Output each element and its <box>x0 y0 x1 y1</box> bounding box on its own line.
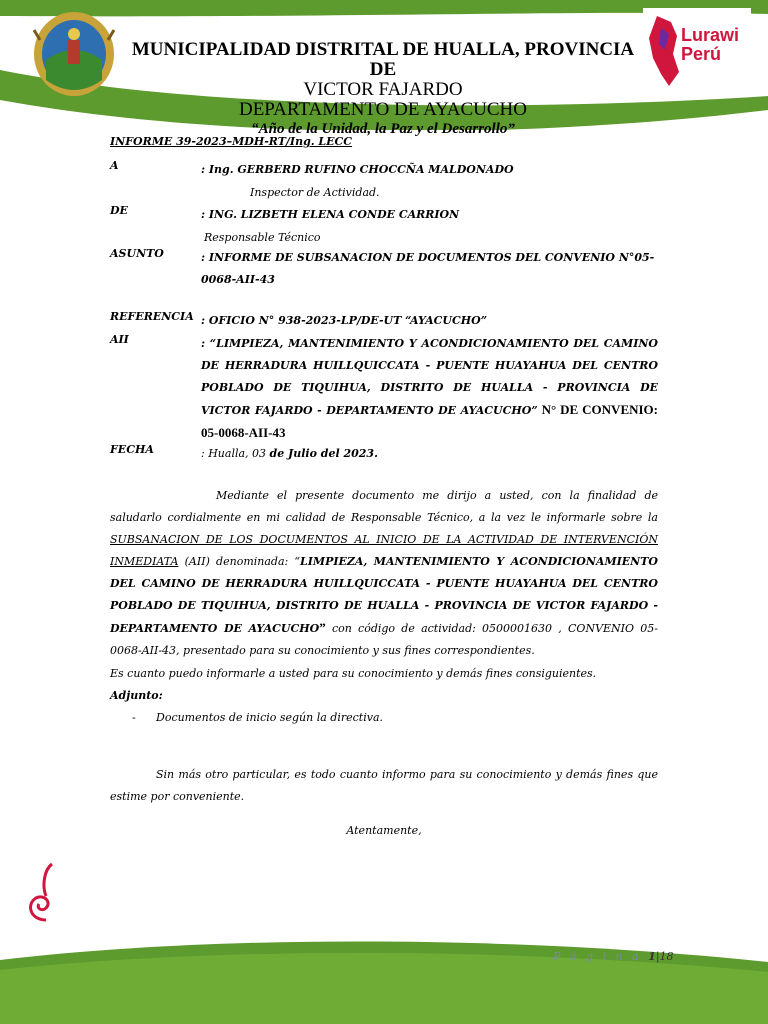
fecha-prefix: : Hualla, 03 <box>201 447 270 460</box>
attachment-text: Documentos de inicio según la directiva. <box>156 711 383 724</box>
field-asunto-label: ASUNTO <box>110 247 164 260</box>
page-indicator <box>553 950 674 963</box>
header-line3: DEPARTAMENTO DE AYACUCHO <box>238 99 527 120</box>
p1-bold: LIMPIEZA, MANTENIMIENTO Y ACONDICIONAMIENTO DEL CAMINO DE HERRADURA HUILLQUICCATA - PUENTE HUAYAHUA DEL CENTRO POBLADO DE TIQUIHUA, DISTRITO DE HUALLA - PROVINCIA DE VICTOR FAJARDO - DEPARTAMENTO DE AYACUCHO <box>110 555 658 635</box>
p1-close: ” <box>319 620 326 635</box>
field-aii-value <box>201 333 658 445</box>
header-line1: MUNICIPALIDAD DISTRITAL DE HUALLA, PROVINCIA DE <box>131 39 635 80</box>
header-title-block <box>118 40 648 138</box>
report-number <box>110 131 658 153</box>
body-paragraph-2: Es cuanto puedo informarle a usted para su conocimiento y demás fines consiguientes. <box>110 667 597 680</box>
field-a-role: Inspector de Actividad. <box>250 186 380 199</box>
page-separator: | <box>655 950 660 963</box>
field-a-value: : Ing. GERBERD RUFINO CHOCCÑA MALDONADO <box>201 163 514 176</box>
page-word: P á g i n a <box>553 950 642 963</box>
aii-convenio: N° DE CONVENIO: 05-0068-AII-43 <box>201 402 658 440</box>
field-de-role: Responsable Técnico <box>204 231 321 244</box>
lurawi-peru-logo <box>643 8 751 94</box>
aii-title: : “LIMPIEZA, MANTENIMIENTO Y ACONDICIONAMIENTO DEL CAMINO DE HERRADURA HUILLQUICCATA - PUENTE HUAYAHUA DEL CENTRO POBLADO DE TIQUIHUA, DISTRITO DE HUALLA - PROVINCIA DE VICTOR FAJARDO - DEPARTAMENTO DE AYACUCHO” <box>201 337 658 417</box>
p1-start: Mediante el presente documento me dirijo a usted, con la finalidad de saludarlo cordialmente en mi calidad de Responsable Técnico, a la vez le informarle sobre la <box>110 489 658 524</box>
brand-line1: Lurawi <box>681 25 740 45</box>
peru-map-icon <box>647 14 681 88</box>
field-referencia-value: : OFICIO N° 938-2023-LP/DE-UT “AYACUCHO” <box>201 314 488 327</box>
field-asunto-value: : INFORME DE SUBSANACION DE DOCUMENTOS DEL CONVENIO N°05-0068-AII-43 <box>201 251 655 286</box>
marca-peru-logo <box>22 860 68 924</box>
p1-mid: (AII) denominada: “ <box>178 555 301 568</box>
signature-salutation: Atentamente, <box>346 824 422 837</box>
report-number-text: INFORME 39-2023–MDH-RT/Ing. LECC <box>110 135 353 148</box>
brand-line2: Perú <box>681 44 722 64</box>
field-de-label: DE <box>110 204 128 217</box>
field-fecha-label: FECHA <box>110 443 154 456</box>
p1-underlined: SUBSANACION DE LOS DOCUMENTOS AL INICIO DE LA ACTIVIDAD DE INTERVENCIÓN INMEDIATA <box>110 533 658 568</box>
header-motto: “Año de la Unidad, la Paz y el Desarrollo” <box>251 121 515 137</box>
closing-text: Sin más otro particular, es todo cuanto informo para su conocimiento y demás fines que estime por conveniente. <box>110 768 658 803</box>
page-number: 1 <box>648 950 656 963</box>
page-total: 18 <box>659 950 674 963</box>
adjunto-label: Adjunto: <box>110 689 163 702</box>
p1-end: con código de actividad: 0500001630 , CONVENIO 05-0068-AII-43, presentado para su conocimiento y sus fines correspondientes. <box>110 622 658 657</box>
closing-paragraph <box>110 764 658 808</box>
field-referencia-label: REFERENCIA <box>110 310 194 323</box>
field-de-value: : ING. LIZBETH ELENA CONDE CARRION <box>201 208 460 221</box>
bullet-mark: - <box>132 711 136 724</box>
field-aii-label: AII <box>110 333 129 346</box>
header-line2: VICTOR FAJARDO <box>303 79 463 100</box>
municipal-coat-of-arms <box>32 10 116 98</box>
body-paragraph-1 <box>110 485 658 662</box>
field-fecha-value <box>201 443 658 465</box>
field-a-label: A <box>110 159 119 172</box>
fecha-date: de Julio del 2023. <box>269 447 378 460</box>
